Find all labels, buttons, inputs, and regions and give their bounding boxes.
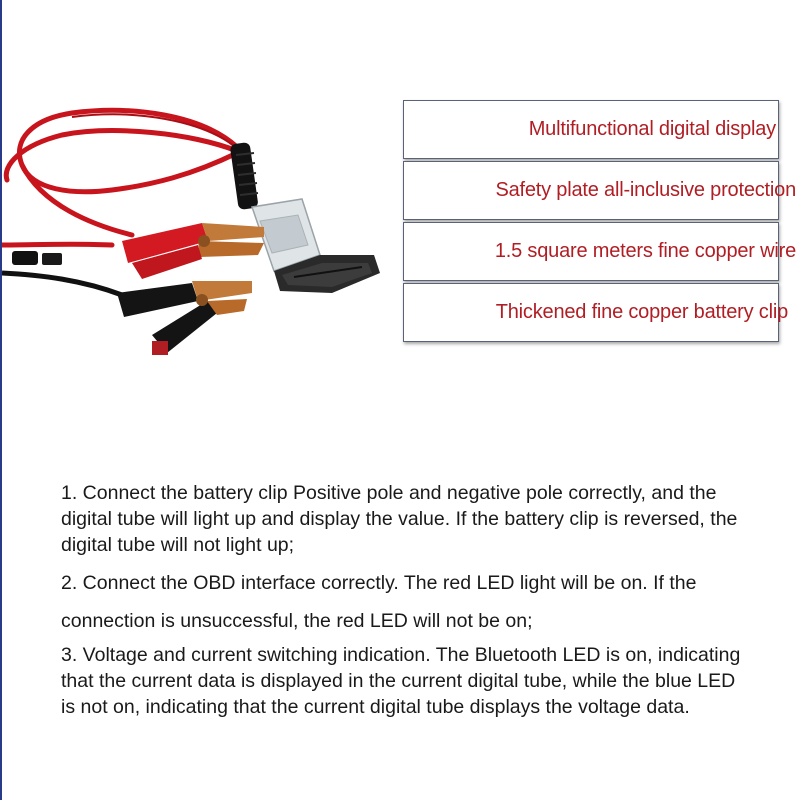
fuse-holder [12,251,62,265]
feature-label: 1.5 square meters fine copper wire [494,240,796,262]
feature-box-safety-plate [403,161,796,220]
obd-connector [252,199,380,293]
feature-list [403,100,796,344]
instruction-3: 3. Voltage and current switching indication. The Bluetooth LED is on, indicating that the current data is displayed in the current digital tube, while the blue LED is not on, indicating that the current digital tube displays the voltage data. [61,644,741,718]
instructions [61,480,741,732]
obd-cable-product-image [2,95,402,385]
strain-relief [230,142,259,210]
feature-box-digital-display [403,100,779,159]
feature-label: Thickened fine copper battery clip [495,301,788,323]
feature-label: Safety plate all-inclusive protection [495,179,796,201]
red-battery-clip [122,223,264,279]
feature-label: Multifunctional digital display [528,118,776,140]
feature-box-copper-wire [403,222,796,281]
instruction-1: 1. Connect the battery clip Positive pole and negative pole correctly, and the digital tube will light up and display the value. If the battery clip is reversed, the digital tube will not light up; [61,482,738,556]
instruction-2: 2. Connect the OBD interface correctly. The red LED light will be on. If the connection is unsuccessful, the red LED will not be on; [61,572,697,632]
feature-box-battery-clip [403,283,788,342]
black-battery-clip [117,281,252,355]
